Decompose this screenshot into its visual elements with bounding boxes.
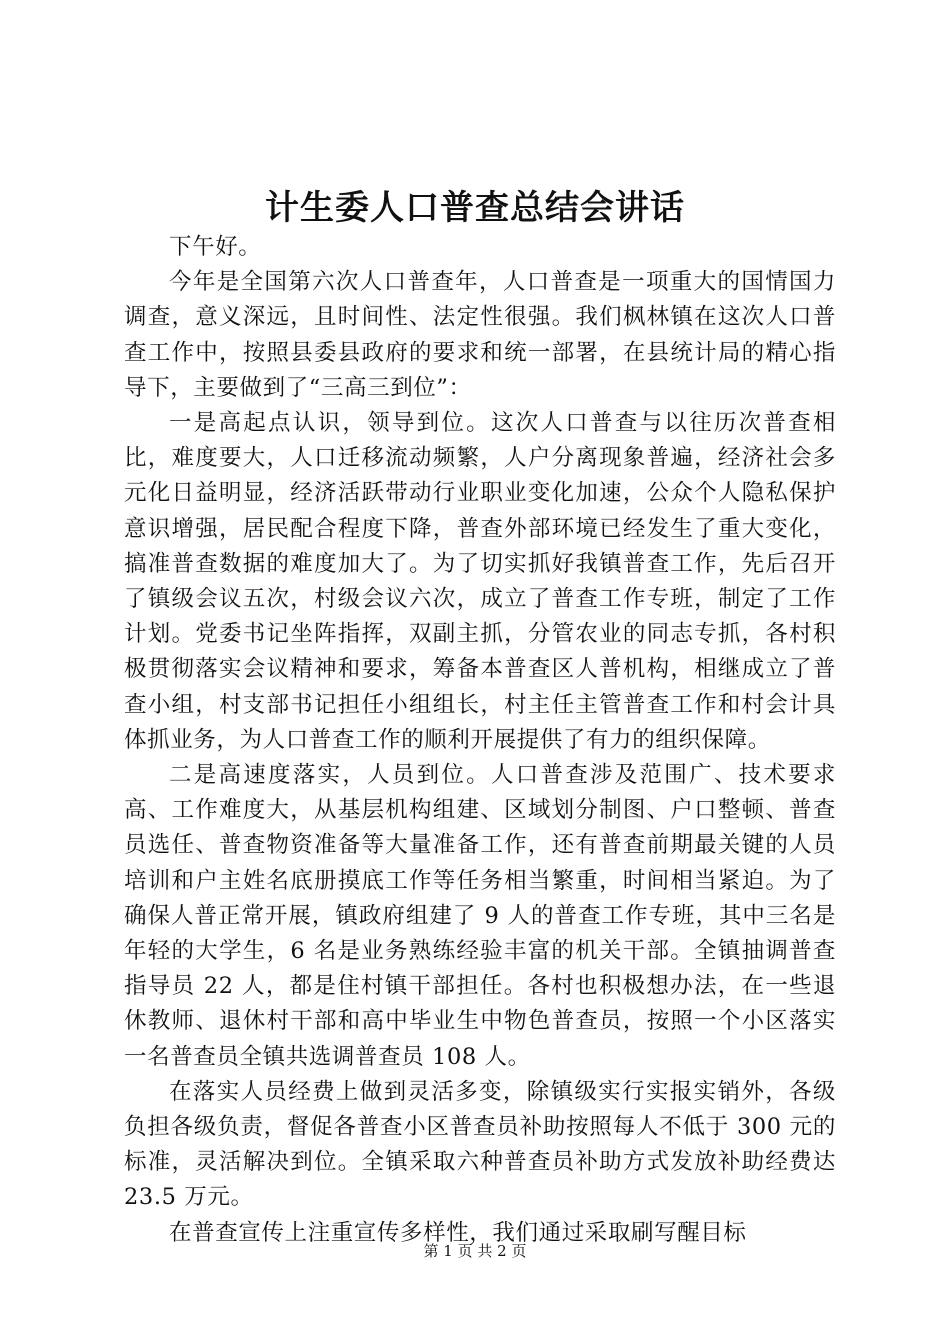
page-footer: 第 1 页 共 2 页 (423, 1242, 527, 1260)
paragraph-intro: 今年是全国第六次人口普查年，人口普查是一项重大的国情国力调查，意义深远，且时间性、法定性很强。我们枫林镇在这次人口普查工作中，按照县委县政府的要求和统一部署，在县统计局的精心指导下，主要做到了“三高三到位”： (124, 269, 836, 401)
paragraph-greeting: 下午好。 (169, 234, 262, 260)
paragraph-publicity: 在普查宣传上注重宣传多样性，我们通过采取刷写醒目标 (169, 1219, 747, 1246)
paragraph-funding: 在落实人员经费上做到灵活多变，除镇级实行实报实销外，各级负担各级负责，督促各普查小区普查员补助按照每人不低于 300 元的标准，灵活解决到位。全镇采取六种普查员补助方式发放补助经费达 23.5 万元。 (124, 1078, 836, 1211)
paragraph-point-one: 一是高起点认识，领导到位。这次人口普查与以往历次普查相比，难度要大，人口迁移流动频繁，人户分离现象普遍，经济社会多元化日益明显，经济活跃带动行业职业变化加速，公众个人隐私保护意识增强，居民配合程度下降，普查外部环境已经发生了重大变化，搞准普查数据的难度加大了。为了切实抓好我镇普查工作，先后召开了镇级会议五次，村级会议六次，成立了普查工作专班，制定了工作计划。党委书记坐阵指挥，双副主抓，分管农业的同志专抓，各村积极贯彻落实会议精神和要求，筹备本普查区人普机构，相继成立了普查小组，村支部书记担任小组组长，村主任主管普查工作和村会计具体抓业务，为人口普查工作的顺利开展提供了有力的组织保障。 (124, 410, 836, 753)
document-title: 计生委人口普查总结会讲话 (265, 188, 685, 228)
document-body (124, 230, 836, 1251)
paragraph-point-two: 二是高速度落实，人员到位。人口普查涉及范围广、技术要求高、工作难度大，从基层机构组建、区域划分制图、户口整顿、普查员选任、普查物资准备等大量准备工作，还有普查前期最关键的人员培训和户主姓名底册摸底工作等任务相当繁重，时间相当紧迫。为了确保人普正常开展，镇政府组建了 9 人的普查工作专班，其中三名是年轻的大学生，6 名是业务熟练经验丰富的机关干部。全镇抽调普查指导员 22 人，都是住村镇干部担任。各村也积极想办法，在一些退休教师、退休村干部和高中毕业生中物色普查员，按照一个小区落实一名普查员全镇共选调普查员 108 人。 (124, 762, 836, 1070)
